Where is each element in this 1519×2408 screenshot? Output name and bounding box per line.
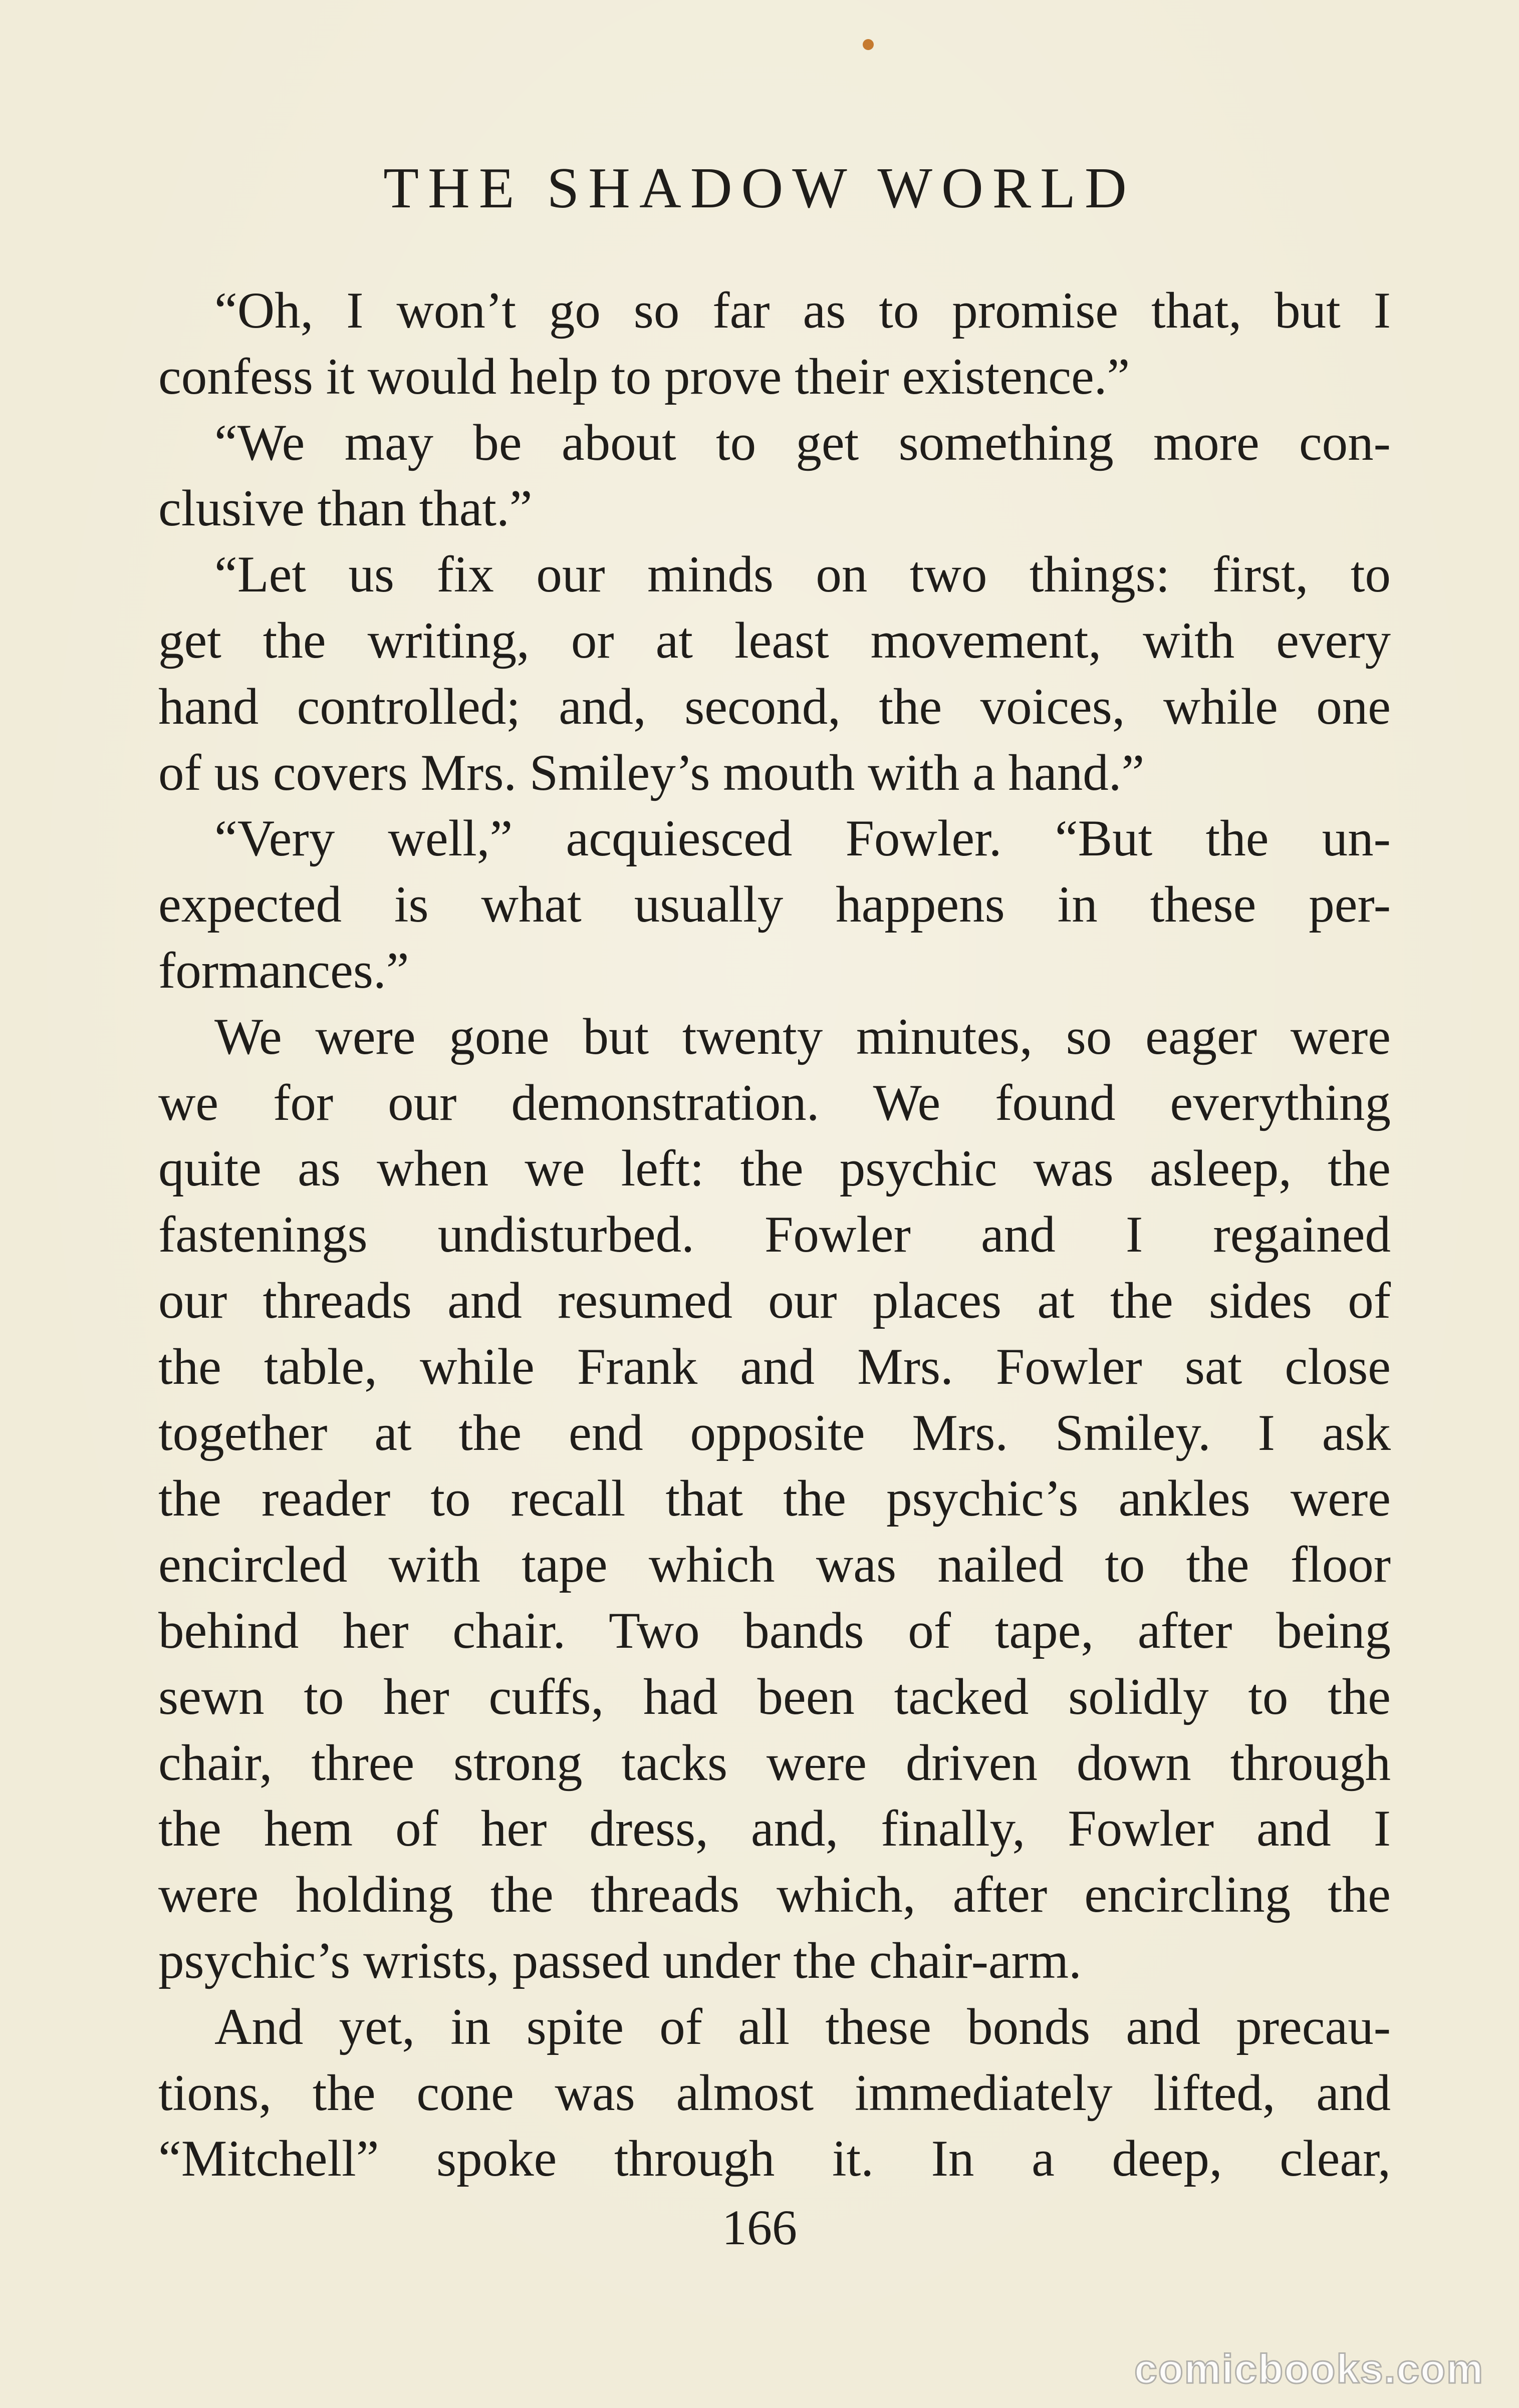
- text-line: behind her chair. Two bands of tape, after being: [158, 1602, 1391, 1659]
- text-line: we for our demonstration. We found everything: [158, 1074, 1391, 1131]
- text-line: “Let us fix our minds on two things: first, to: [214, 546, 1391, 604]
- text-line: confess it would help to prove their existence.”: [158, 348, 1130, 405]
- text-line: get the writing, or at least movement, with every: [158, 612, 1391, 669]
- watermark: comicbooks.com: [1134, 2346, 1484, 2392]
- text-line: of us covers Mrs. Smiley’s mouth with a hand.”: [158, 744, 1145, 801]
- text-line: “Oh, I won’t go so far as to promise that, but I: [214, 282, 1391, 339]
- running-head: THE SHADOW WORLD: [383, 156, 1136, 220]
- text-line: tions, the cone was almost immediately lifted, and: [158, 2064, 1391, 2122]
- text-line: quite as when we left: the psychic was asleep, the: [158, 1140, 1391, 1197]
- text-line: were holding the threads which, after encircling the: [158, 1866, 1391, 1924]
- text-line: the table, while Frank and Mrs. Fowler sat close: [158, 1338, 1391, 1395]
- text-line: encircled with tape which was nailed to the floor: [158, 1536, 1391, 1594]
- text-line: chair, three strong tacks were driven down through: [158, 1734, 1391, 1791]
- text-line: And yet, in spite of all these bonds and precau-: [214, 1998, 1391, 2055]
- text-line: formances.”: [158, 942, 409, 999]
- page-number: 166: [722, 2200, 797, 2255]
- text-line: our threads and resumed our places at the sides of: [158, 1272, 1391, 1329]
- text-line: “Mitchell” spoke through it. In a deep, clear,: [158, 2130, 1391, 2188]
- text-line: together at the end opposite Mrs. Smiley. I ask: [158, 1404, 1391, 1461]
- text-line: clusive than that.”: [158, 480, 533, 537]
- text-line: We were gone but twenty minutes, so eager were: [214, 1008, 1391, 1065]
- text-line: the hem of her dress, and, finally, Fowler and I: [158, 1800, 1391, 1858]
- text-line: hand controlled; and, second, the voices, while one: [158, 678, 1391, 735]
- body-text: [158, 278, 1391, 2192]
- text-line: “We may be about to get something more con-: [214, 414, 1391, 471]
- text-line: “Very well,” acquiesced Fowler. “But the un-: [214, 810, 1391, 867]
- text-line: psychic’s wrists, passed under the chair-arm.: [158, 1932, 1082, 1989]
- text-line: the reader to recall that the psychic’s ankles were: [158, 1470, 1391, 1528]
- text-line: fastenings undisturbed. Fowler and I regained: [158, 1206, 1391, 1264]
- text-line: sewn to her cuffs, had been tacked solidly to the: [158, 1668, 1391, 1725]
- text-line: expected is what usually happens in these per-: [158, 876, 1391, 934]
- ornament-dot: [863, 39, 874, 50]
